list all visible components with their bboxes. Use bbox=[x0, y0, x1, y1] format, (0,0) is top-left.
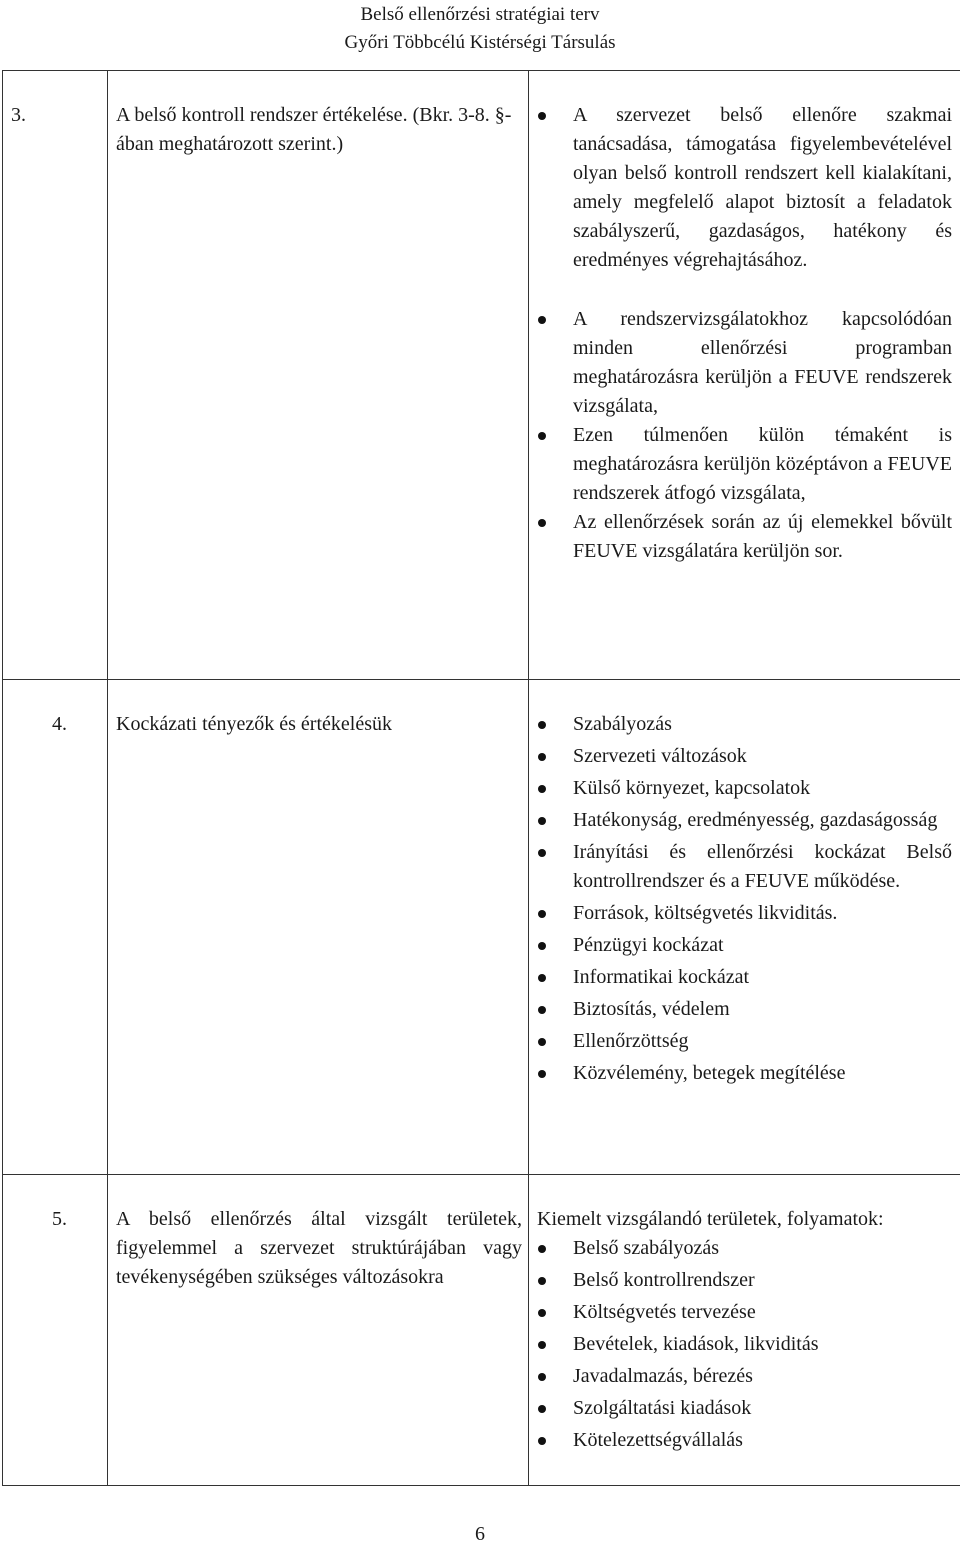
list-item: Bevételek, kiadások, likviditás bbox=[529, 1330, 960, 1359]
row-title: A belső ellenőrzés által vizsgált területek, figyelemmel a szervezet struktúrájában vagy tevékenységében szükséges változásokra bbox=[108, 1175, 528, 1292]
table-row bbox=[3, 680, 960, 1175]
row-title: Kockázati tényezők és értékelésük bbox=[108, 680, 528, 739]
list-item: Belső szabályozás bbox=[529, 1234, 960, 1263]
bullet-list bbox=[529, 101, 960, 275]
row-number: 5. bbox=[3, 1175, 107, 1234]
row-number: 3. bbox=[3, 71, 107, 130]
list-item: Az ellenőrzések során az új elemekkel bővült FEUVE vizsgálatára kerüljön sor. bbox=[529, 508, 960, 566]
list-item: Ellenőrzöttség bbox=[529, 1027, 960, 1056]
header-organization: Győri Többcélú Kistérségi Társulás bbox=[0, 29, 960, 57]
list-item: Források, költségvetés likviditás. bbox=[529, 899, 960, 928]
table-row bbox=[3, 71, 960, 680]
list-item: Ezen túlmenően külön témaként is meghatározásra kerüljön középtávon a FEUVE rendszerek átfogó vizsgálata, bbox=[529, 421, 960, 508]
page-number: 6 bbox=[0, 1520, 960, 1549]
list-item: Külső környezet, kapcsolatok bbox=[529, 774, 960, 803]
list-item: A rendszervizsgálatokhoz kapcsolódóan minden ellenőrzési programban meghatározásra kerüljön a FEUVE rendszerek vizsgálata, bbox=[529, 305, 960, 421]
document-header bbox=[0, 0, 960, 57]
list-item: Biztosítás, védelem bbox=[529, 995, 960, 1024]
list-item: Szolgáltatási kiadások bbox=[529, 1394, 960, 1423]
list-item: Szervezeti változások bbox=[529, 742, 960, 771]
list-item: Irányítási és ellenőrzési kockázat Belső kontrollrendszer és a FEUVE működése. bbox=[529, 838, 960, 896]
list-item: Javadalmazás, bérezés bbox=[529, 1362, 960, 1391]
examined-areas-list bbox=[529, 1234, 960, 1455]
list-item: A szervezet belső ellenőre szakmai tanácsadása, támogatása figyelembevételével olyan belső kontroll rendszert kell kialakítani, amely megfelelő alapot biztosít a feladatok szabályszerű, gazdaságos, hatékony és eredményes végrehajtásához. bbox=[529, 101, 960, 275]
list-item: Kötelezettségvállalás bbox=[529, 1426, 960, 1455]
table-row bbox=[3, 1175, 960, 1486]
row-title: A belső kontroll rendszer értékelése. (Bkr. 3-8. §-ában meghatározott szerint.) bbox=[108, 71, 528, 159]
list-item: Költségvetés tervezése bbox=[529, 1298, 960, 1327]
list-intro: Kiemelt vizsgálandó területek, folyamatok: bbox=[529, 1175, 960, 1234]
bullet-list bbox=[529, 305, 960, 566]
list-item: Informatikai kockázat bbox=[529, 963, 960, 992]
list-item: Hatékonyság, eredményesség, gazdaságosság bbox=[529, 806, 960, 835]
list-item: Pénzügyi kockázat bbox=[529, 931, 960, 960]
list-item: Szabályozás bbox=[529, 710, 960, 739]
list-item: Belső kontrollrendszer bbox=[529, 1266, 960, 1295]
row-number: 4. bbox=[3, 680, 107, 739]
risk-factor-list bbox=[529, 680, 960, 1088]
list-item: Közvélemény, betegek megítélése bbox=[529, 1059, 960, 1088]
strategy-table bbox=[2, 70, 960, 1486]
header-title: Belső ellenőrzési stratégiai terv bbox=[0, 1, 960, 29]
